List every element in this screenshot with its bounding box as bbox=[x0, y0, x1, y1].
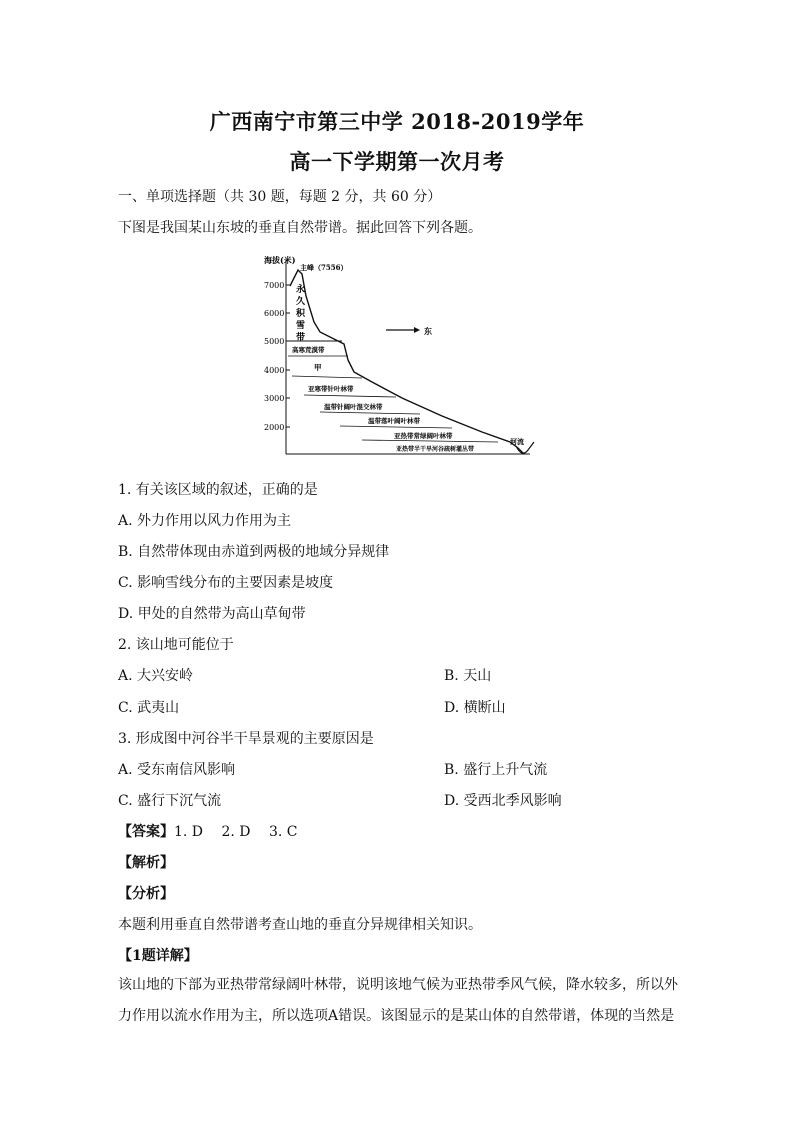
section-heading: 一、单项选择题（共 30 题，每题 2 分，共 60 分） bbox=[118, 189, 442, 205]
snow-char-1: 永 bbox=[296, 285, 306, 295]
question-3-option-c: C. 盛行下沉气流 bbox=[118, 793, 222, 809]
boundary-mixed-deciduous bbox=[320, 412, 420, 414]
fenxi-label: 【分析】 bbox=[118, 886, 174, 902]
analysis-label: 【解析】 bbox=[118, 855, 174, 871]
zone-temperate-deciduous: 温带落叶阔叶林带 bbox=[368, 417, 420, 425]
zone-subalpine-conifer: 亚寒带针叶林带 bbox=[308, 385, 354, 393]
y-tick-7000: 7000 bbox=[264, 281, 285, 290]
east-arrow-icon bbox=[414, 327, 420, 333]
detail-label: 【1题详解】 bbox=[118, 948, 198, 964]
y-axis-title: 海拔(米) bbox=[264, 255, 296, 265]
y-tick-2000: 2000 bbox=[264, 423, 285, 432]
east-label: 东 bbox=[424, 326, 432, 336]
snow-zone-label bbox=[296, 283, 306, 343]
vertical-zone-figure bbox=[262, 252, 542, 460]
section-intro: 下图是我国某山东坡的垂直自然带谱。据此回答下列各题。 bbox=[118, 220, 482, 236]
boundary-jia-conifer bbox=[292, 376, 362, 378]
y-tick-6000: 6000 bbox=[264, 309, 285, 318]
zone-subtropical-evergreen: 亚热带常绿阔叶林带 bbox=[394, 432, 453, 440]
slope-profile bbox=[290, 270, 524, 454]
boundary-deciduous-evergreen bbox=[340, 426, 452, 428]
zone-temperate-mixed: 温带针阔叶混交林带 bbox=[324, 403, 383, 411]
page-title-line2: 高一下学期第一次月考 bbox=[289, 149, 505, 174]
y-tick-4000: 4000 bbox=[264, 366, 285, 375]
detail-text: 该山地的下部为亚热带常绿阔叶林带，说明该地气候为亚热带季风气候，降水较多，所以外力作用以流水作用为主，所以选项A错误。该图显示的是某山体的自然带谱，体现的当然是 bbox=[118, 977, 678, 1024]
fenxi-text: 本题利用垂直自然带谱考查山地的垂直分异规律相关知识。 bbox=[118, 917, 482, 933]
question-3-option-b: B. 盛行上升气流 bbox=[444, 762, 548, 778]
snow-char-4: 雪 bbox=[296, 321, 306, 331]
question-1-stem: 1. 有关该区域的叙述，正确的是 bbox=[118, 482, 318, 498]
question-1-option-d: D. 甲处的自然带为高山草甸带 bbox=[118, 606, 306, 622]
question-1-option-c: C. 影响雪线分布的主要因素是坡度 bbox=[118, 575, 334, 591]
answer-text: 1. D 2. D 3. C bbox=[174, 824, 298, 840]
question-2-option-a: A. 大兴安岭 bbox=[118, 668, 194, 684]
question-2-option-b: B. 天山 bbox=[444, 668, 492, 684]
question-3-stem: 3. 形成图中河谷半干旱景观的主要原因是 bbox=[118, 731, 374, 747]
question-3-option-d: D. 受西北季风影响 bbox=[444, 793, 562, 809]
snow-char-5: 带 bbox=[296, 333, 306, 343]
snow-char-2: 久 bbox=[296, 297, 306, 307]
y-tick-5000: 5000 bbox=[264, 337, 285, 346]
peak-label: 主峰（7556） bbox=[300, 263, 348, 272]
zone-jia: 甲 bbox=[314, 363, 322, 372]
question-2-stem: 2. 该山地可能位于 bbox=[118, 637, 234, 653]
answer-label: 【答案】 bbox=[118, 824, 174, 840]
zone-subtropical-valley-shrub: 亚热带半干旱河谷疏树灌丛带 bbox=[396, 446, 475, 453]
question-2-option-d: D. 横断山 bbox=[444, 700, 506, 716]
river-label: 河流 bbox=[510, 437, 524, 446]
question-3-option-a: A. 受东南信风影响 bbox=[118, 762, 236, 778]
snow-char-3: 积 bbox=[296, 309, 306, 319]
question-2-option-c: C. 武夷山 bbox=[118, 700, 180, 716]
boundary-evergreen-shrub bbox=[362, 440, 498, 442]
zone-alpine-cold-desert: 高寒荒漠带 bbox=[292, 346, 325, 354]
question-1-option-b: B. 自然带体现由赤道到两极的地域分异规律 bbox=[118, 544, 390, 560]
page-title-line1: 广西南宁市第三中学 2018-2019学年 bbox=[209, 109, 585, 134]
y-tick-3000: 3000 bbox=[264, 394, 285, 403]
vertical-zone-diagram bbox=[262, 252, 542, 460]
boundary-conifer-mixed bbox=[304, 395, 396, 397]
question-1-option-a: A. 外力作用以风力作用为主 bbox=[118, 513, 292, 529]
answer-line bbox=[118, 821, 297, 841]
